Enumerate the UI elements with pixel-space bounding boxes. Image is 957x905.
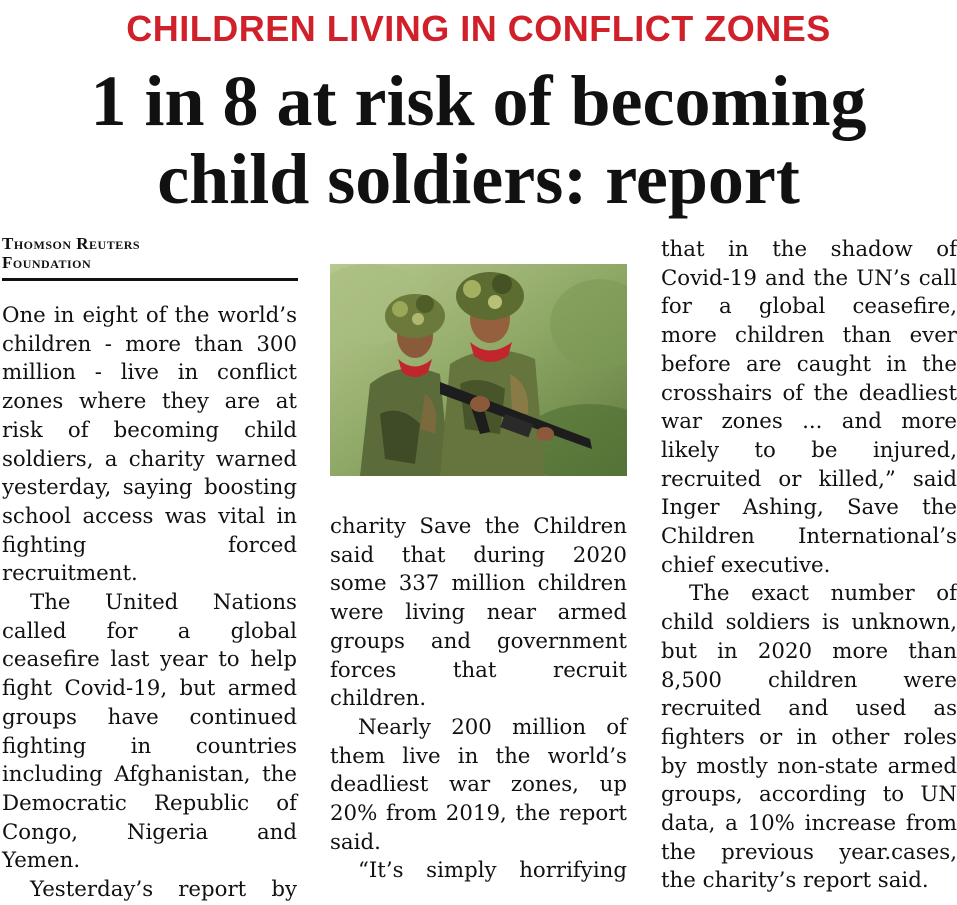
news-photo: [330, 264, 627, 476]
headline-line-2: child soldiers: report: [157, 139, 800, 219]
paragraph: The United Nations called for a global ceasefire last year to help fight Covid-19, but armed groups have continued fighting in countries including Afghanistan, the Democratic Republic of Congo, Nigeria and Yemen.: [2, 590, 297, 874]
headline-line-1: 1 in 8 at risk of becoming: [90, 61, 867, 141]
paragraph: “It’s simply horrifying: [358, 858, 627, 884]
paragraph: charity Save the Children said that during 2020 some 337 million children were living near armed groups and government forces that recruit children.: [330, 514, 627, 712]
paragraph: Yesterday’s report by: [30, 877, 297, 903]
headline: [0, 62, 957, 218]
byline-line-2: Foundation: [2, 253, 92, 272]
soldiers-photo-icon: [330, 264, 627, 476]
article-column-2: [330, 513, 627, 886]
paragraph: One in eight of the world’s children - more than 300 million - live in conflict zones where they are at risk of becoming child soldiers, a charity warned yesterday, saying boosting school access was vital in fighting forced recruitment.: [2, 303, 297, 587]
paragraph: that in the shadow of Covid-19 and the UN’s call for a global ceasefire, more children than ever before are caught in the crosshairs of the deadliest war zones ... and more likely to be injured, recruited or killed,” said Inger Ashing, Save the Children International’s chief executive.: [661, 237, 957, 578]
article-column-1: [2, 302, 297, 905]
article-column-3: [661, 236, 957, 896]
paragraph: Nearly 200 million of them live in the world’s deadliest war zones, up 20% from 2019, the report said.: [330, 714, 627, 855]
byline: [2, 234, 298, 281]
byline-line-1: Thomson Reuters: [2, 234, 141, 253]
section-kicker: CHILDREN LIVING IN CONFLICT ZONES: [126, 8, 831, 49]
paragraph: The exact number of child soldiers is unknown, but in 2020 more than 8,500 children were recruited and used as fighters or in other roles by mostly non-state armed groups, according to UN data, a 10% increase from the previous year.cases, the charity’s report said.: [661, 581, 957, 894]
